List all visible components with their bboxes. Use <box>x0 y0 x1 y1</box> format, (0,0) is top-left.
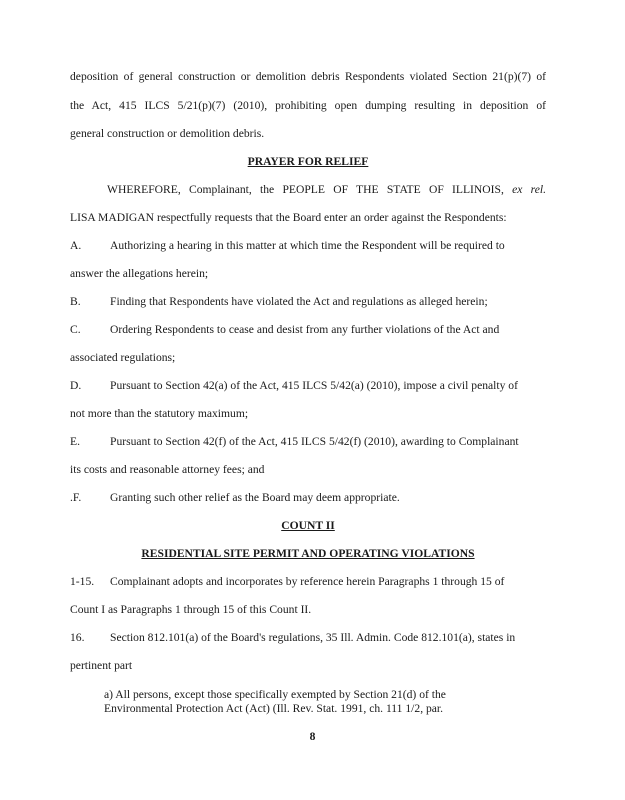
relief-mark: B. <box>70 295 81 308</box>
relief-item-e <box>70 435 546 449</box>
wherefore-line-1 <box>107 183 546 197</box>
count-heading: COUNT II <box>281 519 335 532</box>
paragraph-1-15 <box>70 575 546 589</box>
relief-item-c <box>70 323 546 337</box>
relief-item-b <box>70 295 546 309</box>
relief-text: Finding that Respondents have violated the Act and regulations as alleged herein; <box>110 295 488 308</box>
block-quote-line: a) All persons, except those specifically exempted by Section 21(d) of the <box>104 688 446 701</box>
page-number: 8 <box>309 730 316 743</box>
relief-cont: its costs and reasonable attorney fees; and <box>70 463 265 476</box>
paragraph-text: Complainant adopts and incorporates by reference herein Paragraphs 1 through 15 of <box>110 575 505 588</box>
relief-cont: associated regulations; <box>70 351 176 364</box>
relief-item-a <box>70 239 546 253</box>
relief-text: Ordering Respondents to cease and desist from any further violations of the Act and <box>110 323 500 336</box>
relief-item-f <box>70 491 546 505</box>
relief-cont: answer the allegations herein; <box>70 267 209 280</box>
paragraph-16 <box>70 631 546 645</box>
relief-mark: A. <box>70 239 82 252</box>
relief-mark: E. <box>70 435 80 448</box>
block-quote-line: Environmental Protection Act (Act) (Ill. Rev. Stat. 1991, ch. 111 1/2, par. <box>104 702 444 715</box>
relief-mark: C. <box>70 323 81 336</box>
relief-text: Pursuant to Section 42(a) of the Act, 415 ILCS 5/42(a) (2010), impose a civil penalty of <box>110 379 518 392</box>
relief-text: Pursuant to Section 42(f) of the Act, 415 ILCS 5/42(f) (2010), awarding to Complainant <box>110 435 519 448</box>
body-line: the Act, 415 ILCS 5/21(p)(7) (2010), prohibiting open dumping resulting in deposition of <box>70 99 546 112</box>
ex-rel-text: ex rel. <box>512 183 546 196</box>
relief-text: Authorizing a hearing in this matter at which time the Respondent will be required to <box>110 239 505 252</box>
paragraph-cont: Count I as Paragraphs 1 through 15 of this Count II. <box>70 603 312 616</box>
relief-mark: .F. <box>70 491 82 504</box>
count-subheading: RESIDENTIAL SITE PERMIT AND OPERATING VIOLATIONS <box>141 547 475 560</box>
wherefore-text: WHEREFORE, Complainant, the PEOPLE OF THE STATE OF ILLINOIS, <box>107 183 504 196</box>
prayer-heading: PRAYER FOR RELIEF <box>247 155 369 168</box>
relief-mark: D. <box>70 379 82 392</box>
paragraph-cont: pertinent part <box>70 659 133 672</box>
body-line: deposition of general construction or demolition debris Respondents violated Section 21(p)(7) of <box>70 70 546 83</box>
body-line: general construction or demolition debris. <box>70 127 265 140</box>
relief-item-d <box>70 379 546 393</box>
relief-text: Granting such other relief as the Board may deem appropriate. <box>110 491 400 504</box>
paragraph-number: 1-15. <box>70 575 95 588</box>
wherefore-line-2: LISA MADIGAN respectfully requests that the Board enter an order against the Respondents: <box>70 211 507 224</box>
paragraph-text: Section 812.101(a) of the Board's regulations, 35 Ill. Admin. Code 812.101(a), states in <box>110 631 516 644</box>
relief-cont: not more than the statutory maximum; <box>70 407 249 420</box>
paragraph-number: 16. <box>70 631 85 644</box>
